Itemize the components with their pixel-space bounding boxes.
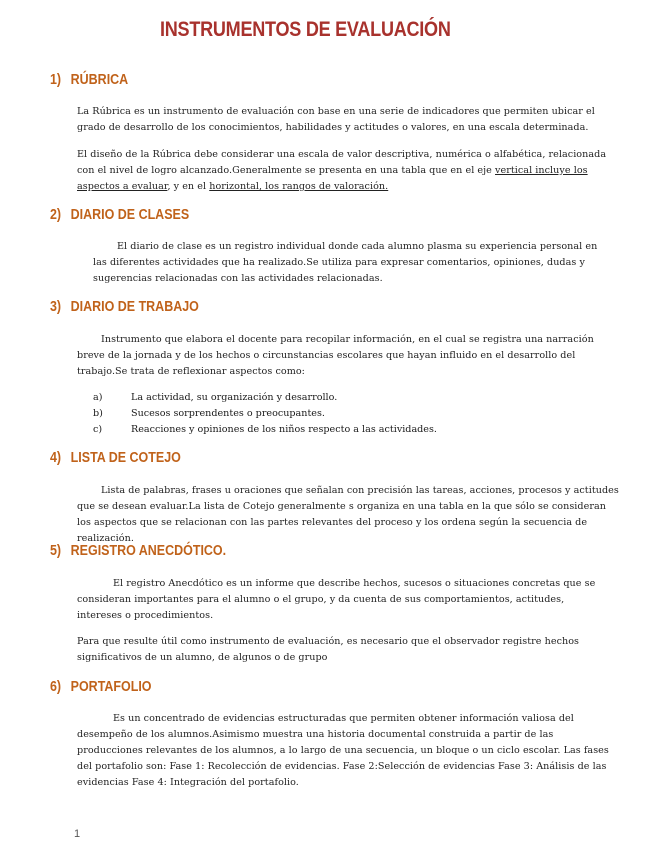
paragraph: Instrumento que elabora el docente para recopilar información, en el cual se registra una narración breve de la jornada y de los hechos o circunstancias escolares que hayan influido en el desarrollo del trabajo.Se trata de reflexionar aspectos como:: [77, 334, 594, 377]
section-title: DIARIO DE CLASES: [70, 207, 190, 223]
text-run: El diseño de la Rúbrica debe considerar una escala de valor descriptiva, numérica o alfabética, relacionada con el nivel de logro alcanzado.Generalmente se presenta en una tabla que en el eje: [77, 149, 607, 176]
paragraph: El registro Anecdótico es un informe que describe hechos, sucesos o situaciones concretas que se consideran importantes para el alumno o el grupo, y da cuenta de sus comportamientos, actitudes, intereses o procedimientos.: [77, 578, 596, 621]
list-marker: c): [93, 424, 103, 435]
section-heading-lista-cotejo: [50, 450, 181, 466]
page-number: 1: [74, 828, 81, 840]
paragraph: [77, 147, 617, 195]
section-title: PORTAFOLIO: [70, 679, 152, 695]
underlined-text: horizontal, los rangos de valoración.: [209, 181, 389, 192]
list-text: La actividad, su organización y desarrollo.: [131, 392, 338, 403]
section-number: 1): [50, 72, 62, 88]
section-heading-registro-anecdotico: [50, 543, 226, 559]
section-heading-diario-trabajo: [50, 299, 199, 315]
section-number: 6): [50, 679, 62, 695]
list-marker: b): [93, 408, 103, 419]
underlined-text: vertical incluye los aspectos a evaluar: [77, 165, 588, 192]
section-number: 3): [50, 299, 62, 315]
section-title: RÚBRICA: [70, 72, 129, 88]
list-item: [93, 422, 437, 438]
list-marker: a): [93, 392, 103, 403]
list-text: Sucesos sorprendentes o preocupantes.: [131, 408, 325, 419]
section-number: 5): [50, 543, 62, 559]
paragraph: El diario de clase es un registro individual donde cada alumno plasma su experiencia personal en las diferentes actividades que ha realizado.Se utiliza para expresar comentarios, opiniones, dudas y sugerencias relacionadas con las actividades relacionadas.: [93, 241, 598, 284]
paragraph: La Rúbrica es un instrumento de evaluación con base en una serie de indicadores que permiten ubicar el grado de desarrollo de los conocimientos, habilidades y actitudes o valores, en una escala determinada.: [77, 106, 595, 133]
list-item: [93, 390, 337, 406]
paragraph: Para que resulte útil como instrumento de evaluación, es necesario que el observador registre hechos significativos de un alumno, de algunos o de grupo: [77, 636, 580, 663]
list-text: Reacciones y opiniones de los niños respecto a las actividades.: [131, 424, 437, 435]
paragraph: Es un concentrado de evidencias estructuradas que permiten obtener información valiosa del desempeño de los alumnos.Asimismo muestra una historia documental construida a partir de las producciones relevantes de los alumnos, a lo largo de una secuencia, un bloque o un ciclo escolar. Las fases del portafolio son: Fase 1: Recolección de evidencias. Fase 2:Selección de evidencias Fase 3: Análisis de las evidencias Fase 4: Integración del portafolio.: [77, 713, 609, 788]
paragraph: Lista de palabras, frases u oraciones que señalan con precisión las tareas, acciones, procesos y actitudes que se desean evaluar.La lista de Cotejo generalmente s organiza en una tabla en la que sólo se consideran los aspectos que se relacionan con las partes relevantes del proceso y los ordena según la secuencia de realización.: [77, 485, 619, 544]
text-run: , y en el: [167, 181, 210, 192]
section-number: 2): [50, 207, 62, 223]
section-heading-portafolio: [50, 679, 151, 695]
section-heading-rubrica: [50, 72, 128, 88]
section-heading-diario-clases: [50, 207, 189, 223]
section-title: DIARIO DE TRABAJO: [70, 299, 199, 315]
section-title: LISTA DE COTEJO: [70, 450, 181, 466]
page-title: INSTRUMENTOS DE EVALUACIÓN: [160, 18, 451, 41]
section-title: REGISTRO ANECDÓTICO.: [70, 543, 227, 559]
list-item: [93, 406, 325, 422]
section-number: 4): [50, 450, 62, 466]
